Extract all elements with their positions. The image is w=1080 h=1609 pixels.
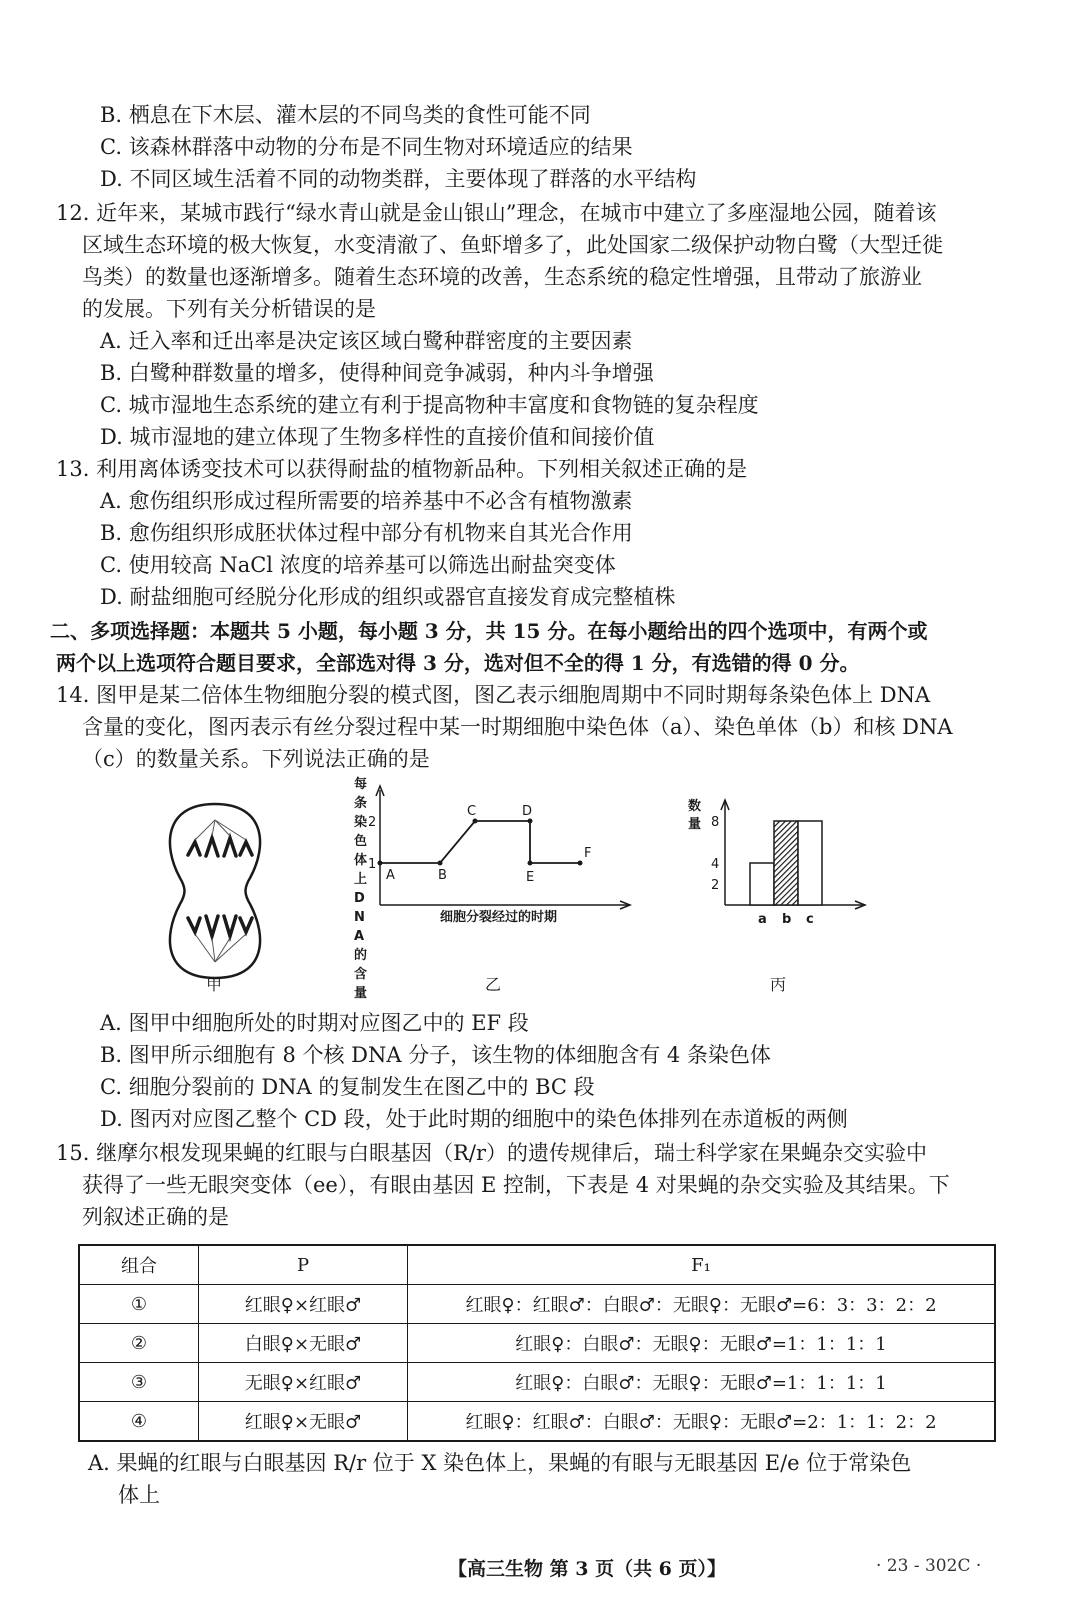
figure-bing-caption: 丙 <box>770 975 787 994</box>
cell-outline <box>170 804 260 978</box>
table-cell: 红眼♀：白眼♂：无眼♀：无眼♂=1：1：1：1 <box>408 1363 996 1402</box>
table-header-cell: P <box>199 1245 408 1285</box>
option-11b: B. 栖息在下木层、灌木层的不同鸟类的食性可能不同 <box>100 103 591 127</box>
data-point <box>528 861 533 866</box>
question-13-stem: 13. 利用离体诱变技术可以获得耐盐的植物新品种。下列相关叙述正确的是 <box>56 457 748 481</box>
option-14d: D. 图丙对应图乙整个 CD 段，处于此时期的细胞中的染色体排列在赤道板的两侧 <box>100 1107 848 1131</box>
point-label: F <box>584 846 592 861</box>
point-label: B <box>438 868 447 883</box>
option-15a-1: A. 果蝇的红眼与白眼基因 R/r 位于 X 染色体上，果蝇的有眼与无眼基因 E/e 位于常染色 <box>88 1451 912 1475</box>
option-14b: B. 图甲所示细胞有 8 个核 DNA 分子，该生物的体细胞含有 4 条染色体 <box>100 1043 771 1067</box>
question-14-stem-1: 14. 图甲是某二倍体生物细胞分裂的模式图，图乙表示细胞周期中不同时期每条染色体上 DNA <box>56 683 931 707</box>
table-cell: ① <box>79 1285 199 1324</box>
option-11d: D. 不同区域生活着不同的动物类群，主要体现了群落的水平结构 <box>100 167 697 191</box>
bar-b <box>774 821 798 905</box>
data-point <box>378 861 383 866</box>
figure-jia <box>140 790 290 990</box>
table-cell: 红眼♀：红眼♂：白眼♂：无眼♀：无眼♂=2：1：1：2：2 <box>408 1402 996 1442</box>
question-15-stem-1: 15. 继摩尔根发现果蝇的红眼与白眼基因（R/r）的遗传规律后，瑞士科学家在果蝇杂交实验中 <box>56 1141 927 1165</box>
exam-code: · 23 - 302C · <box>876 1556 982 1576</box>
table-row <box>79 1285 995 1324</box>
cross-results-table <box>78 1244 996 1442</box>
y-axis-label-char: 染 <box>354 815 368 830</box>
y-axis-label-char: 数 <box>688 799 702 814</box>
point-label: E <box>526 870 535 885</box>
option-13c: C. 使用较高 NaCl 浓度的培养基可以筛选出耐盐突变体 <box>100 553 616 577</box>
y-axis-label-char: 色 <box>354 834 368 849</box>
question-12-stem-3: 鸟类）的数量也逐渐增多。随着生态环境的改善，生态系统的稳定性增强，且带动了旅游业 <box>82 265 922 289</box>
y-tick-label: 2 <box>368 815 377 830</box>
y-axis-label-char: A <box>354 929 365 944</box>
bar-a <box>750 863 774 905</box>
y-axis-label-char: N <box>354 910 365 925</box>
section-2-heading-2: 两个以上选项符合题目要求，全部选对得 3 分，选对但不全的得 1 分，有选错的得 0 分。 <box>56 651 860 675</box>
y-tick-label: 1 <box>368 857 377 872</box>
question-12-stem-4: 的发展。下列有关分析错误的是 <box>82 297 376 321</box>
section-2-heading-1: 二、多项选择题：本题共 5 小题，每小题 3 分，共 15 分。在每小题给出的四个选项中，有两个或 <box>50 619 928 643</box>
data-point <box>473 819 478 824</box>
option-15a-2: 体上 <box>118 1483 160 1507</box>
table-row <box>79 1363 995 1402</box>
question-12-stem-2: 区域生态环境的极大恢复，水变清澈了、鱼虾增多了，此处国家二级保护动物白鹭（大型迁徙 <box>82 233 943 257</box>
table-cell: 红眼♀：白眼♂：无眼♀：无眼♂=1：1：1：1 <box>408 1324 996 1363</box>
chromosomes-bottom <box>188 916 252 936</box>
point-label: C <box>467 804 477 819</box>
question-15-stem-2: 获得了一些无眼突变体（ee），有眼由基因 E 控制，下表是 4 对果蝇的杂交实验及其结果。下 <box>82 1173 950 1197</box>
y-tick-label: 8 <box>711 815 720 830</box>
table-header-cell: F₁ <box>408 1245 996 1285</box>
option-11c: C. 该森林群落中动物的分布是不同生物对环境适应的结果 <box>100 135 633 159</box>
y-axis-label-char: 体 <box>354 853 368 868</box>
category-label: c <box>806 912 814 927</box>
table-cell: 红眼♀×红眼♂ <box>199 1285 408 1324</box>
table-header-cell: 组合 <box>79 1245 199 1285</box>
y-axis-label-char: 量 <box>688 817 702 832</box>
question-12-stem-1: 12. 近年来，某城市践行“绿水青山就是金山银山”理念，在城市中建立了多座湿地公园，随着该 <box>56 201 937 225</box>
y-axis-label-char: 量 <box>354 986 368 1000</box>
chromosomes-top <box>188 838 252 856</box>
question-14-stem-3: （c）的数量关系。下列说法正确的是 <box>82 747 430 771</box>
table-header-row <box>79 1245 995 1285</box>
table-cell: 白眼♀×无眼♂ <box>199 1324 408 1363</box>
figure-yi-caption: 乙 <box>485 975 502 994</box>
option-12b: B. 白鹭种群数量的增多，使得种间竞争减弱，种内斗争增强 <box>100 361 654 385</box>
option-13b: B. 愈伤组织形成胚状体过程中部分有机物来自其光合作用 <box>100 521 633 545</box>
table-cell: 无眼♀×红眼♂ <box>199 1363 408 1402</box>
y-tick-label: 2 <box>711 878 720 893</box>
y-axis-label-char: 条 <box>354 796 368 811</box>
category-label: b <box>782 912 792 927</box>
option-12d: D. 城市湿地的建立体现了生物多样性的直接价值和间接价值 <box>100 425 655 449</box>
point-label: A <box>386 868 395 883</box>
y-axis-label-char: 每 <box>354 777 368 792</box>
option-12c: C. 城市湿地生态系统的建立有利于提高物种丰富度和食物链的复杂程度 <box>100 393 759 417</box>
option-13a: A. 愈伤组织形成过程所需要的培养基中不必含有植物激素 <box>100 489 633 513</box>
table-cell: 红眼♀×无眼♂ <box>199 1402 408 1442</box>
point-label: D <box>522 804 533 819</box>
category-label: a <box>758 912 767 927</box>
figure-yi <box>340 770 650 1000</box>
table-row <box>79 1324 995 1363</box>
question-15-stem-3: 列叙述正确的是 <box>82 1205 229 1229</box>
data-point <box>438 861 443 866</box>
figure-bing <box>680 790 890 950</box>
bar-c <box>798 821 822 905</box>
y-tick-label: 4 <box>711 857 720 872</box>
y-axis-label-char: 上 <box>354 872 368 887</box>
page-footer: 【高三生物 第 3 页（共 6 页）】 <box>448 1558 727 1580</box>
table-cell: ③ <box>79 1363 199 1402</box>
data-point <box>578 861 583 866</box>
option-12a: A. 迁入率和迁出率是决定该区域白鹭种群密度的主要因素 <box>100 329 633 353</box>
y-axis-label-char: D <box>354 891 365 906</box>
table-row <box>79 1402 995 1442</box>
x-axis-label: 细胞分裂经过的时期 <box>440 910 558 925</box>
option-14a: A. 图甲中细胞所处的时期对应图乙中的 EF 段 <box>100 1011 529 1035</box>
table-cell: ④ <box>79 1402 199 1442</box>
option-14c: C. 细胞分裂前的 DNA 的复制发生在图乙中的 BC 段 <box>100 1075 595 1099</box>
figure-jia-caption: 甲 <box>206 975 223 994</box>
table-cell: 红眼♀：红眼♂：白眼♂：无眼♀：无眼♂=6：3：3：2：2 <box>408 1285 996 1324</box>
data-point <box>528 819 533 824</box>
series-line <box>380 821 580 863</box>
option-13d: D. 耐盐细胞可经脱分化形成的组织或器官直接发育成完整植株 <box>100 585 676 609</box>
spindle-fibers <box>195 820 246 962</box>
y-axis-label-char: 含 <box>354 967 368 982</box>
question-14-stem-2: 含量的变化，图丙表示有丝分裂过程中某一时期细胞中染色体（a）、染色单体（b）和核 DNA <box>82 715 953 739</box>
table-cell: ② <box>79 1324 199 1363</box>
y-axis-label-char: 的 <box>354 948 368 963</box>
